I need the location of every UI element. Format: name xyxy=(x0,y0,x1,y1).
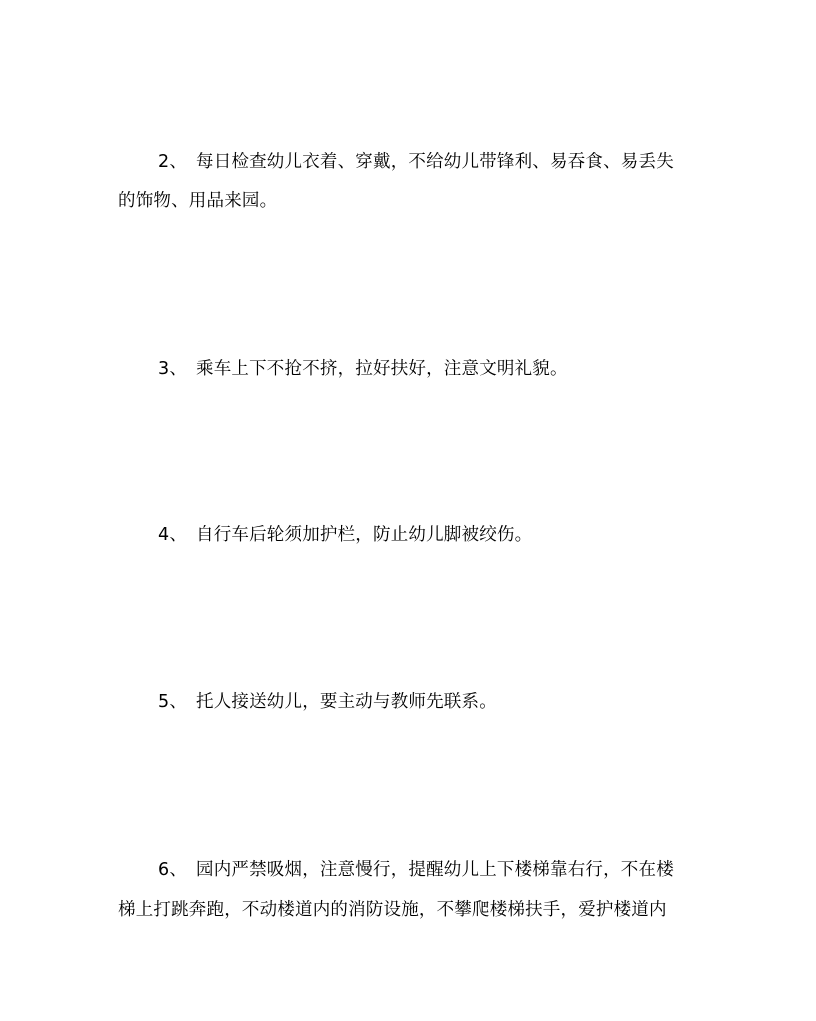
item-text: 每日检查幼儿衣着、穿戴，不给幼儿带锋利、易吞食、易丢失 xyxy=(196,152,674,172)
item-number: 6、 xyxy=(158,860,188,880)
item-text: 托人接送幼儿，要主动与教师先联系。 xyxy=(196,692,497,712)
item-text: 乘车上下不抢不挤，拉好扶好，注意文明礼貌。 xyxy=(196,359,568,379)
item-number: 2、 xyxy=(158,152,188,172)
paragraph-item-6-continuation: 梯上打跳奔跑，不动楼道内的消防设施，不攀爬楼梯扶手，爱护楼道内 xyxy=(118,900,667,920)
paragraph-item-6 xyxy=(158,858,748,882)
paragraph-item-4 xyxy=(158,523,748,547)
item-number: 5、 xyxy=(158,692,188,712)
item-number: 3、 xyxy=(158,359,188,379)
paragraph-item-3 xyxy=(158,357,748,381)
paragraph-item-5 xyxy=(158,690,748,714)
paragraph-item-2-continuation: 的饰物、用品来园。 xyxy=(118,191,278,211)
paragraph-item-2 xyxy=(158,150,748,174)
item-text: 园内严禁吸烟，注意慢行，提醒幼儿上下楼梯靠右行，不在楼 xyxy=(196,860,674,880)
item-text: 自行车后轮须加护栏，防止幼儿脚被绞伤。 xyxy=(196,525,533,545)
item-number: 4、 xyxy=(158,525,188,545)
